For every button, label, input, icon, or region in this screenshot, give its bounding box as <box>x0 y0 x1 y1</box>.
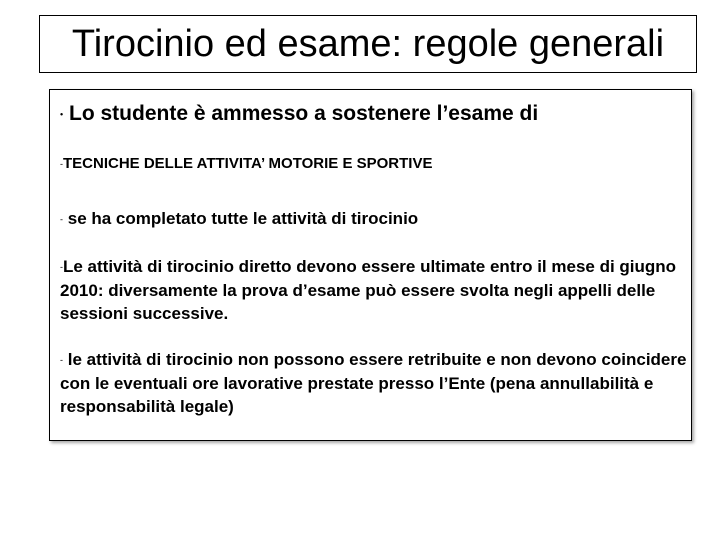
paragraph-condition-text: se ha completato tutte le attività di tirocinio <box>67 209 419 228</box>
paragraph-condition <box>60 207 690 232</box>
dash-marker: - <box>60 214 63 225</box>
dash-marker: - <box>60 262 63 273</box>
title-box <box>39 15 697 73</box>
paragraph-admission-text: Lo studente è ammesso a sostenere l’esame di <box>69 102 539 125</box>
paragraph-deadline-text: Le attività di tirocinio diretto devono essere ultimate entro il mese di giugno 2010: diversamente la prova d’esame può essere svolta negli appelli delle sessioni successive. <box>60 257 677 324</box>
dash-marker: - <box>60 355 63 366</box>
bullet-marker: • <box>60 109 64 120</box>
paragraph-retribution-text: le attività di tirocinio non possono essere retribuite e non devono coincidere con le eventuali ore lavorative prestate presso l’Ente (pena annullabilità e responsabilità legale) <box>60 350 687 417</box>
paragraph-course-name-text: TECNICHE DELLE ATTIVITA’ MOTORIE E SPORTIVE <box>63 155 433 172</box>
paragraph-retribution <box>60 348 690 418</box>
paragraph-deadline <box>60 255 690 325</box>
paragraph-admission <box>60 100 690 128</box>
slide-title: Tirocinio ed esame: regole generali <box>71 23 665 65</box>
paragraph-course-name <box>60 153 690 175</box>
dash-marker: - <box>60 159 63 170</box>
